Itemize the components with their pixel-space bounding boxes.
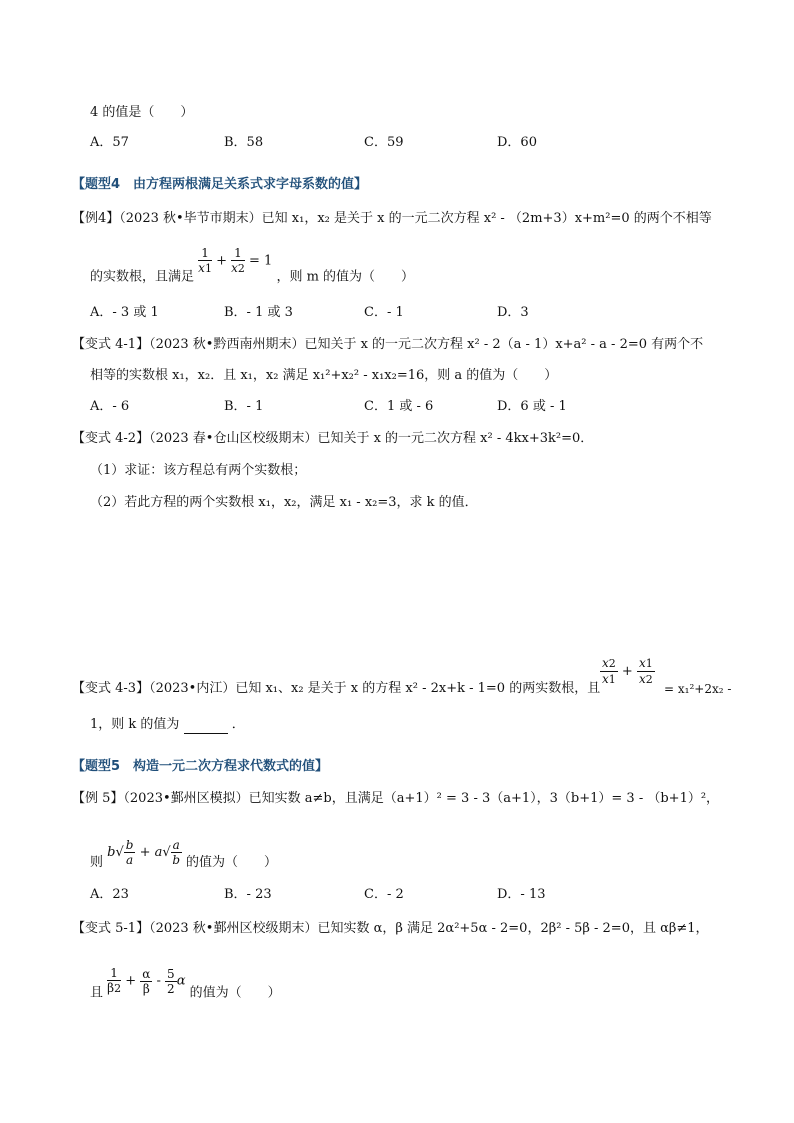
option-a: A．- 6	[90, 399, 130, 414]
variant-5-1-prefix: 且	[90, 985, 104, 1001]
variant-4-1-line1: 【变式 4-1】（2023 秋•黔西南州期末）已知关于 x 的一元二次方程 x² - 2（a - 1）x+a² - a - 2=0 有两个不	[72, 337, 704, 352]
fraction-expression: $\frac{1}{\beta 2}$ + $\frac{\alpha}{\beta}$ - $\frac{5}{2}$ α	[107, 966, 186, 996]
variant-4-3-prefix: 1，则 k 的值为	[90, 717, 180, 732]
section-heading-4: 【题型4 由方程两根满足关系式求字母系数的值】	[72, 177, 368, 192]
option-b: B．- 1 或 3	[224, 305, 293, 320]
example-5-line1: 【例 5】（2023•鄞州区模拟）已知实数 a≠b，且满足（a+1）² = 3 - 3（a+1），3（b+1）= 3 - （b+1）²，	[72, 791, 720, 806]
variant-5-1-suffix: 的值为（ ）	[189, 985, 281, 1001]
variant-4-3-line1: 【变式 4-3】（2023•内江）已知 x₁、x₂ 是关于 x 的方程 x² - 2x+k - 1=0 的两实数根，且	[72, 681, 601, 696]
option-b: B．58	[224, 135, 264, 150]
example-4-line2	[90, 246, 415, 294]
variant-4-3-suffix: ．	[231, 717, 245, 732]
option-a: A．23	[90, 887, 129, 902]
option-a: A．57	[90, 135, 129, 150]
option-d: D．3	[497, 305, 529, 320]
option-b: B．- 23	[224, 887, 272, 902]
variant-4-2-part2: （2）若此方程的两个实数根 x₁，x₂，满足 x₁ - x₂=3，求 k 的值．	[90, 495, 478, 510]
example-4-suffix: ，则 m 的值为（ ）	[276, 269, 415, 285]
option-c: C．1 或 - 6	[364, 399, 434, 414]
example-5-line2	[90, 838, 277, 877]
equation-rhs: = 1	[249, 253, 273, 269]
variant-5-1-line1: 【变式 5-1】（2023 秋•鄞州区校级期末）已知实数 α，β 满足 2α²+5α - 2=0，2β² - 5β - 2=0，且 αβ≠1，	[72, 921, 709, 936]
fraction-sum: $\frac{1}{x1}$ + $\frac{1}{x2}$ = 1	[198, 246, 273, 275]
option-d: D．- 13	[497, 887, 546, 902]
variant-4-1-line2: 相等的实数根 x₁，x₂．且 x₁，x₂ 满足 x₁²+x₂² - x₁x₂=16，则 a 的值为（ ）	[90, 368, 558, 383]
option-c: C．- 2	[364, 887, 404, 902]
option-c: C．- 1	[364, 305, 404, 320]
option-d: D．6 或 - 1	[497, 399, 567, 414]
variant-4-3-line2	[90, 716, 245, 734]
example-5-prefix: 则	[90, 855, 104, 870]
example-5-suffix: 的值为（ ）	[185, 855, 277, 870]
text-line: 4 的值是（ ）	[90, 105, 194, 120]
variant-4-2-line1: 【变式 4-2】（2023 春•仓山区校级期末）已知关于 x 的一元二次方程 x² - 4kx+3k²=0．	[72, 431, 594, 446]
variant-4-2-part1: （1）求证：该方程总有两个实数根；	[90, 463, 307, 478]
option-a: A．- 3 或 1	[90, 305, 159, 320]
example-4-prefix: 的实数根，且满足	[90, 269, 195, 285]
variant-5-1-line2	[90, 966, 281, 1008]
section-heading-5: 【题型5 构造一元二次方程求代数式的值】	[72, 759, 329, 774]
option-d: D．60	[497, 135, 537, 150]
fraction-x2-x1: $\frac{x2}{x1}$ + $\frac{x1}{x2}$	[602, 656, 653, 686]
example-4-line1: 【例4】（2023 秋•毕节市期末）已知 x₁，x₂ 是关于 x 的一元二次方程 x² - （2m+3）x+m²=0 的两个不相等	[72, 211, 712, 226]
option-c: C．59	[364, 135, 404, 150]
answer-blank[interactable]	[184, 721, 228, 734]
variant-4-3-tail: = x₁²+2x₂ -	[664, 682, 732, 696]
radical-expression: b√ $\frac{b}{a}$ + a√ $\frac{a}{b}$	[107, 838, 181, 867]
option-b: B．- 1	[224, 399, 264, 414]
